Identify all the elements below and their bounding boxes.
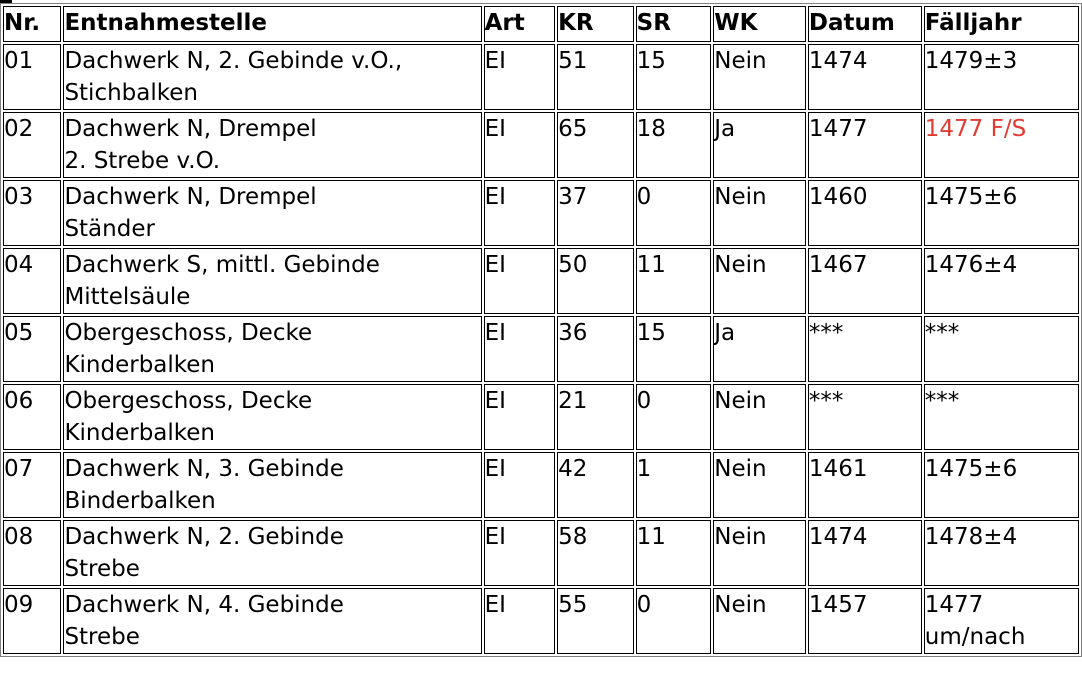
cell-entnahmestelle [63, 452, 481, 518]
cell-art: EI [484, 588, 556, 654]
cell-art: EI [484, 180, 556, 246]
cell-entnahmestelle-line: Mittelsäule [64, 284, 191, 310]
cell-entnahmestelle-line: Dachwerk N, 3. Gebinde [64, 456, 344, 482]
cell-faelljahr-line: *** [924, 388, 960, 414]
cell-faelljahr [924, 112, 1079, 178]
header-sr: SR [636, 6, 712, 42]
cell-datum: *** [808, 316, 922, 382]
cell-nr: 06 [3, 384, 61, 450]
table-row [3, 452, 1079, 518]
cell-entnahmestelle [63, 44, 481, 110]
cell-entnahmestelle-line: Kinderbalken [64, 352, 216, 378]
cell-art: EI [484, 316, 556, 382]
cell-faelljahr-line: 1479±3 [924, 48, 1018, 74]
cell-datum: *** [808, 384, 922, 450]
cell-entnahmestelle-line: Dachwerk N, Drempel [64, 184, 317, 210]
cell-faelljahr [924, 248, 1079, 314]
header-art: Art [484, 6, 556, 42]
cell-faelljahr [924, 452, 1079, 518]
cell-kr: 51 [557, 44, 634, 110]
cell-faelljahr [924, 180, 1079, 246]
cell-faelljahr-line: 1476±4 [924, 252, 1018, 278]
table-body [3, 44, 1079, 654]
cell-wk: Nein [713, 520, 806, 586]
header-kr: KR [557, 6, 634, 42]
cell-art: EI [484, 520, 556, 586]
cell-faelljahr-line: *** [924, 320, 960, 346]
cell-nr: 04 [3, 248, 61, 314]
cell-datum: 1460 [808, 180, 922, 246]
cell-wk: Nein [713, 384, 806, 450]
cell-entnahmestelle-line: Strebe [64, 556, 140, 582]
table-row [3, 44, 1079, 110]
cell-entnahmestelle [63, 112, 481, 178]
header-datum: Datum [808, 6, 922, 42]
cell-art: EI [484, 112, 556, 178]
cell-art: EI [484, 248, 556, 314]
cell-sr: 1 [636, 452, 712, 518]
cell-sr: 11 [636, 248, 712, 314]
cell-kr: 65 [557, 112, 634, 178]
cell-datum: 1461 [808, 452, 922, 518]
cell-faelljahr [924, 384, 1079, 450]
cell-entnahmestelle [63, 588, 481, 654]
table-row [3, 520, 1079, 586]
cell-kr: 21 [557, 384, 634, 450]
cell-faelljahr-line: 1477 [924, 592, 984, 618]
cell-datum: 1477 [808, 112, 922, 178]
cell-nr: 08 [3, 520, 61, 586]
cell-entnahmestelle-line: Dachwerk N, 4. Gebinde [64, 592, 344, 618]
cell-wk: Nein [713, 180, 806, 246]
cell-kr: 58 [557, 520, 634, 586]
cell-entnahmestelle-line: Binderbalken [64, 488, 216, 514]
table-row [3, 588, 1079, 654]
cell-kr: 36 [557, 316, 634, 382]
cell-art: EI [484, 44, 556, 110]
cell-sr: 0 [636, 588, 712, 654]
cell-faelljahr-line: 1477 F/S [924, 116, 1027, 142]
header-entnahmestelle: Entnahmestelle [63, 6, 481, 42]
table-row [3, 316, 1079, 382]
table-row [3, 180, 1079, 246]
cell-faelljahr [924, 588, 1079, 654]
cell-entnahmestelle-line: Dachwerk N, Drempel [64, 116, 317, 142]
cell-faelljahr-line: 1478±4 [924, 524, 1018, 550]
cell-art: EI [484, 452, 556, 518]
cell-sr: 18 [636, 112, 712, 178]
cell-entnahmestelle-line: Kinderbalken [64, 420, 216, 446]
header-wk: WK [713, 6, 806, 42]
cell-nr: 09 [3, 588, 61, 654]
cell-sr: 0 [636, 180, 712, 246]
table-row [3, 248, 1079, 314]
table-row [3, 384, 1079, 450]
cell-entnahmestelle [63, 316, 481, 382]
header-row [3, 6, 1079, 42]
cell-entnahmestelle-line: Obergeschoss, Decke [64, 320, 313, 346]
cell-entnahmestelle-line: Dachwerk S, mittl. Gebinde [64, 252, 380, 278]
sample-table [0, 3, 1082, 657]
cell-faelljahr [924, 520, 1079, 586]
cell-entnahmestelle-line: Strebe [64, 624, 140, 650]
cell-wk: Ja [713, 316, 806, 382]
cell-kr: 42 [557, 452, 634, 518]
cell-faelljahr [924, 316, 1079, 382]
cell-faelljahr [924, 44, 1079, 110]
cell-entnahmestelle-line: Ständer [64, 216, 155, 242]
cell-faelljahr-line: 1475±6 [924, 184, 1018, 210]
cell-faelljahr-line: 1475±6 [924, 456, 1018, 482]
cell-kr: 50 [557, 248, 634, 314]
cell-entnahmestelle [63, 248, 481, 314]
cell-wk: Nein [713, 452, 806, 518]
cell-nr: 02 [3, 112, 61, 178]
cell-entnahmestelle [63, 520, 481, 586]
cell-datum: 1457 [808, 588, 922, 654]
cell-sr: 15 [636, 44, 712, 110]
cell-nr: 05 [3, 316, 61, 382]
cell-datum: 1474 [808, 44, 922, 110]
cell-datum: 1474 [808, 520, 922, 586]
cell-sr: 0 [636, 384, 712, 450]
cell-wk: Nein [713, 44, 806, 110]
cell-art: EI [484, 384, 556, 450]
cell-nr: 03 [3, 180, 61, 246]
cell-sr: 15 [636, 316, 712, 382]
table-row [3, 112, 1079, 178]
cell-entnahmestelle-line: Dachwerk N, 2. Gebinde v.O., [64, 48, 403, 74]
cell-entnahmestelle-line: Obergeschoss, Decke [64, 388, 313, 414]
header-faelljahr: Fälljahr [924, 6, 1079, 42]
header-nr: Nr. [3, 6, 61, 42]
cell-wk: Nein [713, 588, 806, 654]
cell-wk: Nein [713, 248, 806, 314]
cell-kr: 37 [557, 180, 634, 246]
cell-entnahmestelle [63, 384, 481, 450]
cell-entnahmestelle-line: Stichbalken [64, 80, 198, 106]
cell-entnahmestelle-line: Dachwerk N, 2. Gebinde [64, 524, 344, 550]
cell-entnahmestelle [63, 180, 481, 246]
cell-nr: 01 [3, 44, 61, 110]
cell-nr: 07 [3, 452, 61, 518]
cell-sr: 11 [636, 520, 712, 586]
cell-kr: 55 [557, 588, 634, 654]
cell-datum: 1467 [808, 248, 922, 314]
cell-faelljahr-line: um/nach [924, 624, 1026, 650]
cell-entnahmestelle-line: 2. Strebe v.O. [64, 148, 221, 174]
cell-wk: Ja [713, 112, 806, 178]
